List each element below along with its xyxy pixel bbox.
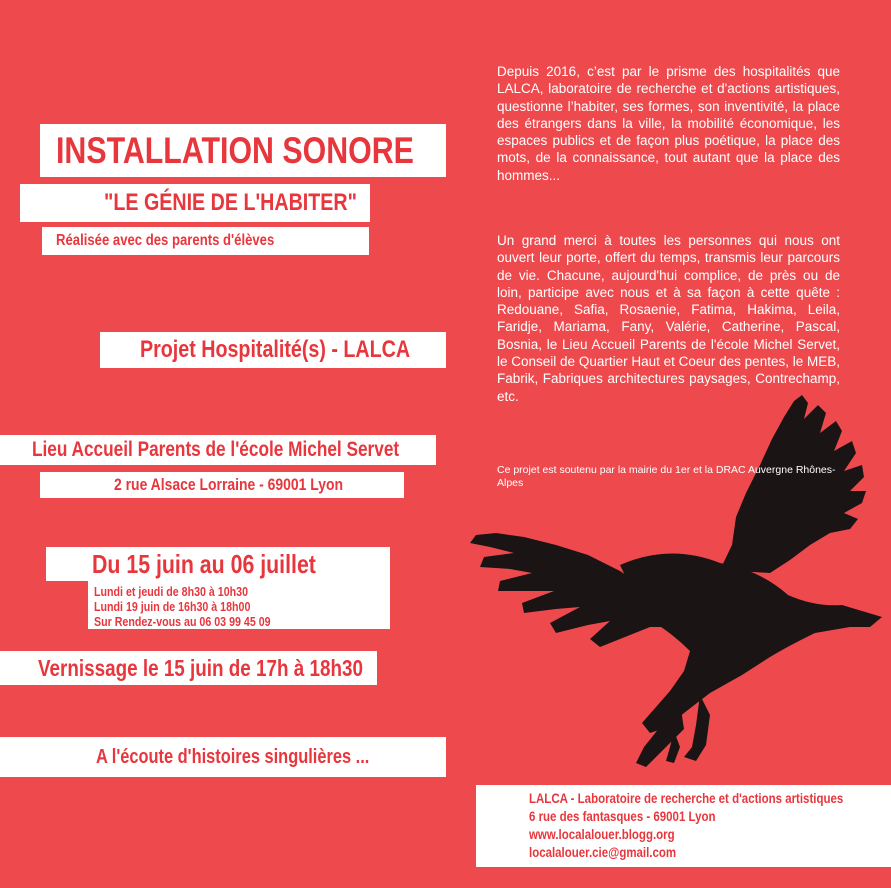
address-banner: [40, 472, 404, 498]
vernissage-banner: [0, 651, 377, 685]
listening-banner: [0, 737, 446, 777]
subtitle-banner: [20, 184, 370, 222]
location-banner: [0, 435, 436, 465]
contact-org: LALCA - Laboratoire de recherche et d'actions artistiques: [529, 790, 844, 806]
title-banner: [40, 124, 446, 177]
dates-banner: [46, 547, 390, 581]
hours-line: Lundi et jeudi de 8h30 à 10h30: [94, 584, 249, 599]
location-address: 2 rue Alsace Lorraine - 69001 Lyon: [114, 475, 344, 494]
contact-address: 6 rue des fantasques - 69001 Lyon: [529, 808, 716, 824]
support-note: Ce projet est soutenu par la mairie du 1er et la DRAC Auvergne Rhônes-Alpes: [497, 464, 836, 489]
hours-line: Sur Rendez-vous au 06 03 99 45 09: [94, 614, 271, 629]
project-banner: [100, 332, 446, 368]
intro-paragraph: Depuis 2016, c’est par le prisme des hospitalités que LALCA, laboratoire de recherche et d'actions artistiques, questionne l’habiter, ses formes, son inventivité, la place des étrangers dans la ville, la mobilité économique, les espaces publics et de façon plus poétique, la place des mots, de la connaissance, tout autant que la place des hommes...: [497, 64, 840, 183]
date-range: Du 15 juin au 06 juillet: [92, 549, 316, 579]
page-title: INSTALLATION SONORE: [56, 130, 414, 171]
crow-illustration-icon: [470, 395, 891, 788]
page-subtitle: "LE GÉNIE DE L'HABITER": [104, 189, 357, 216]
vernissage-text: Vernissage le 15 juin de 17h à 18h30: [38, 655, 363, 681]
contact-website-link[interactable]: www.localalouer.blogg.org: [529, 826, 675, 842]
listening-text: A l'écoute d'histoires singulières ...: [96, 746, 370, 768]
hours-line: Lundi 19 juin de 16h30 à 18h00: [94, 599, 251, 614]
thanks-paragraph: Un grand merci à toutes les personnes qui nous ont ouvert leur porte, offert du temps, transmis leur parcours de vie. Chacune, aujourd'hui complice, de près ou de loin, participe avec nous et à sa façon à cette quête : Redouane, Safia, Rosaenie, Fatima, Hakima, Leila, Faridje, Mariama, Fany, Valérie, Catherine, Pascal, Bosnia, le Lieu Accueil Parents de l'école Michel Servet, le Conseil de Quartier Haut et Coeur des pentes, le MEB, Fabrik, Fabriques architectures paysages, Contrechamp, etc.: [497, 233, 840, 404]
project-name: Projet Hospitalité(s) - LALCA: [140, 336, 411, 363]
made-with-banner: [42, 227, 369, 255]
hours-block: [88, 581, 390, 629]
contact-email-link[interactable]: localalouer.cie@gmail.com: [529, 844, 677, 860]
contact-block: [476, 785, 891, 867]
made-with-text: Réalisée avec des parents d'élèves: [56, 232, 275, 249]
location-name: Lieu Accueil Parents de l'école Michel Servet: [32, 438, 400, 461]
